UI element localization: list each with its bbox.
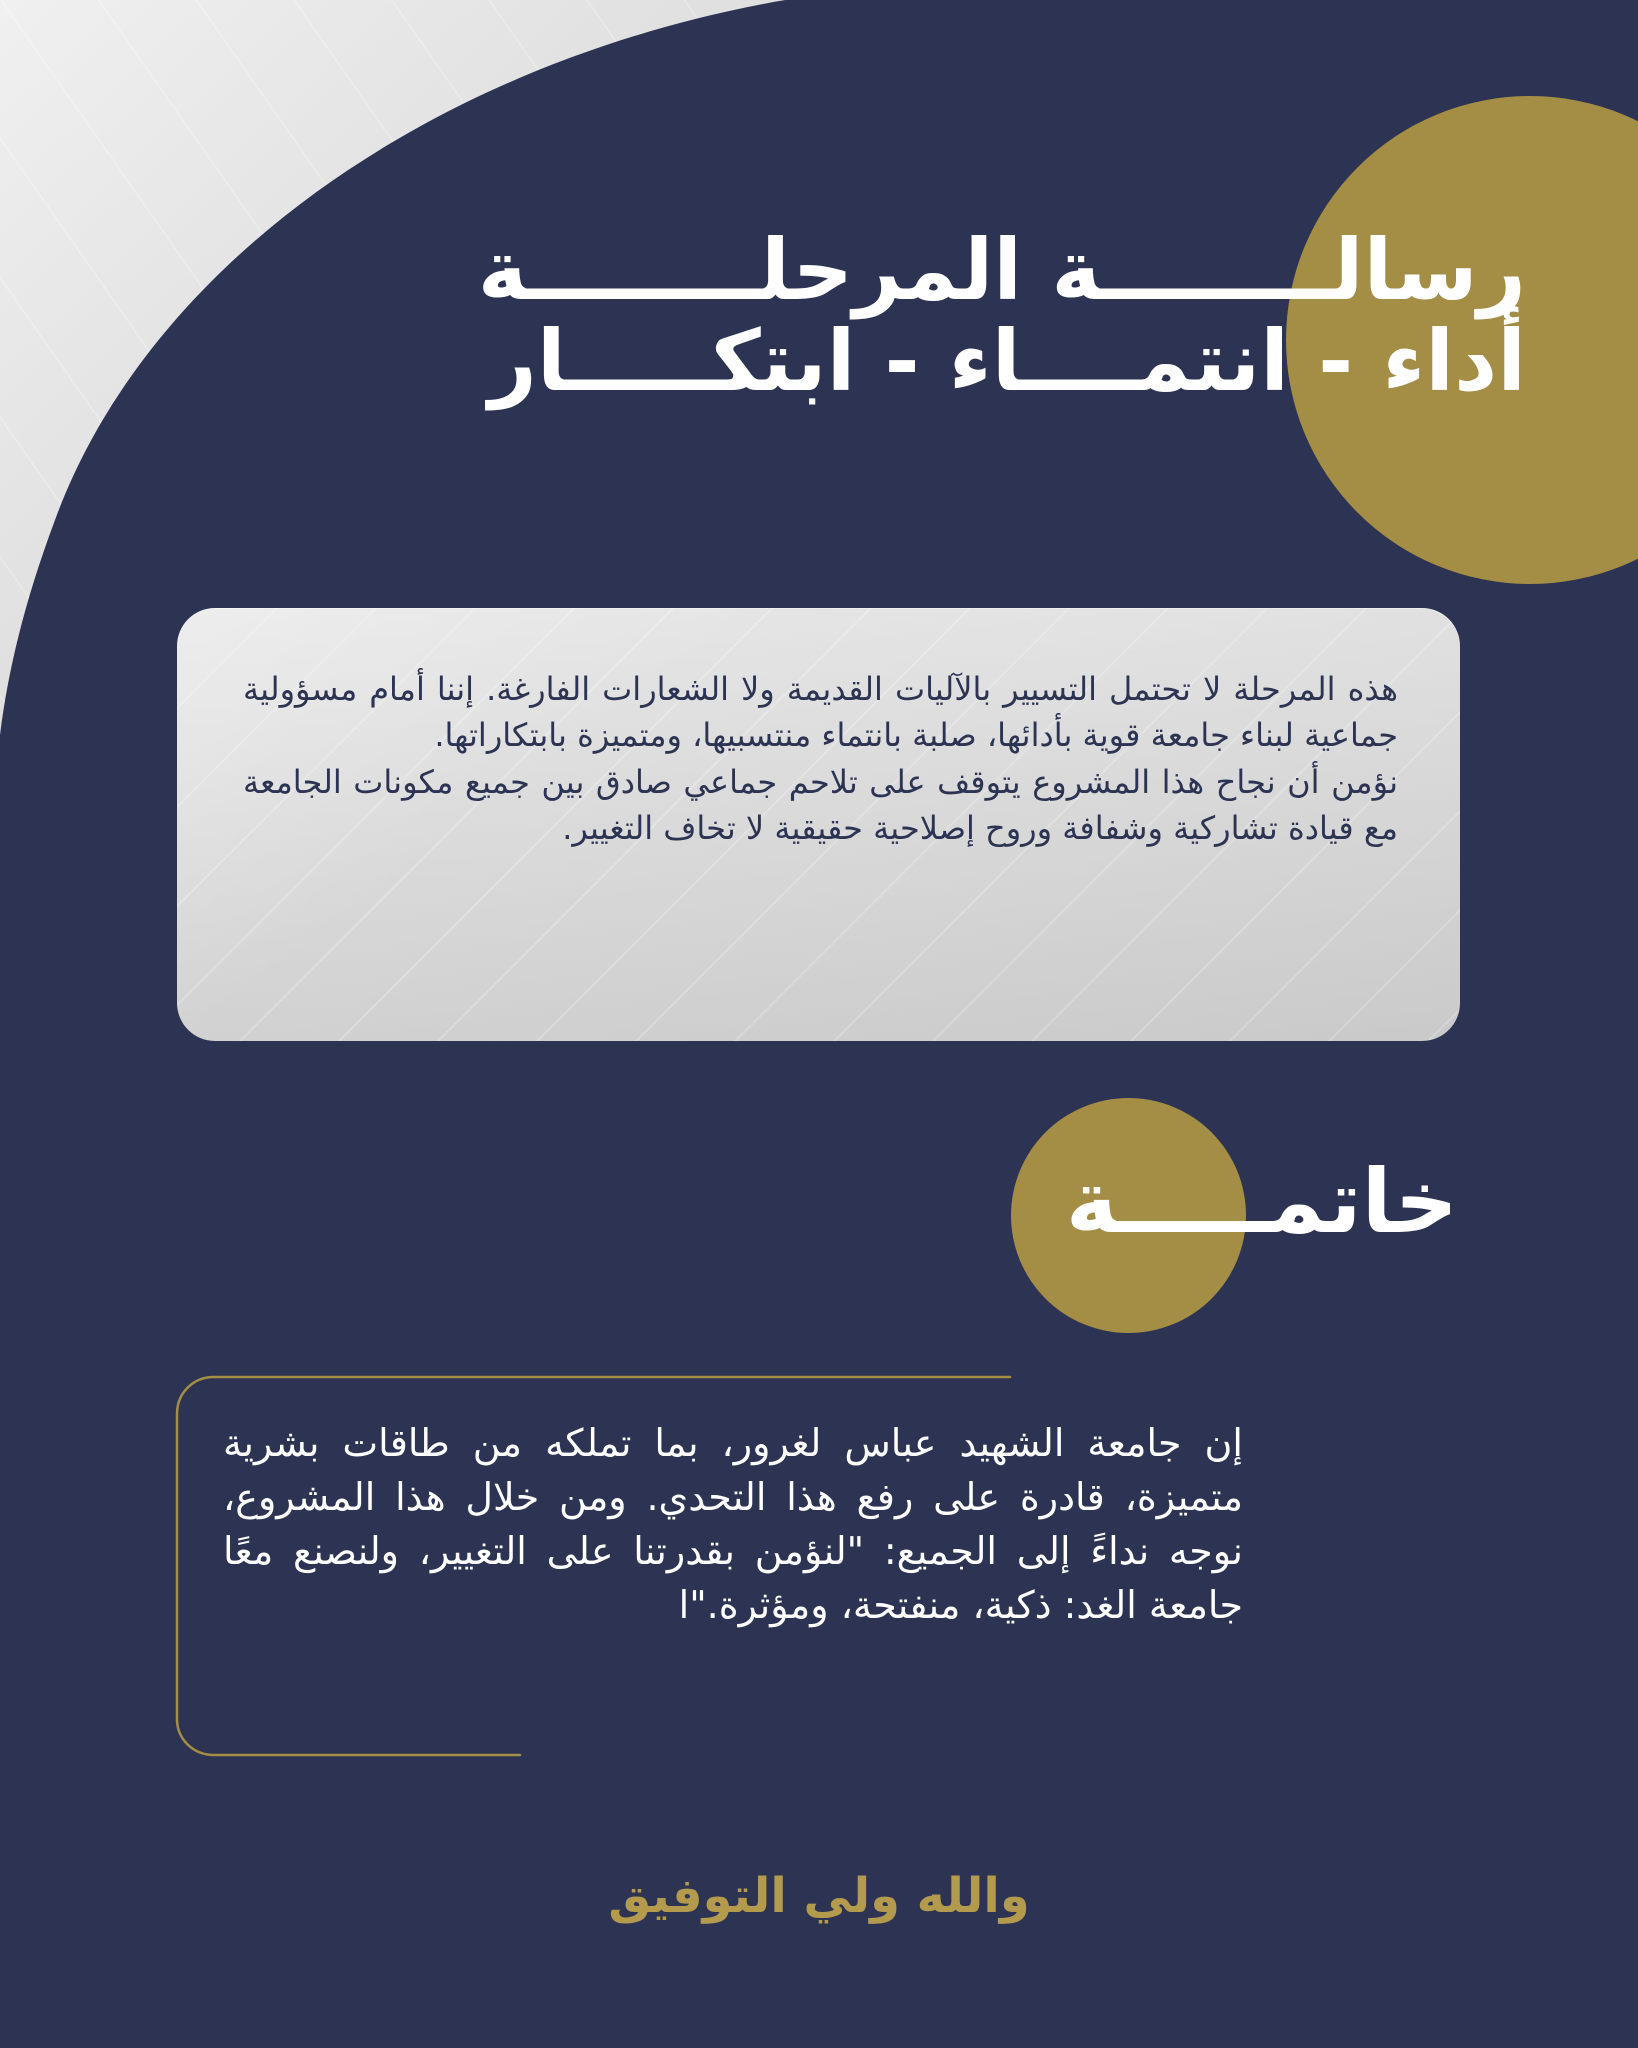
intro-paragraph-2: نؤمن أن نجاح هذا المشروع يتوقف على تلاحم جماعي صادق بين جميع مكونات الجامعة مع قيادة تشاركية وشفافة وروح إصلاحية حقيقية لا تخاف التغيير. — [243, 762, 1398, 848]
intro-card — [177, 608, 1460, 1041]
intro-paragraph-1: هذه المرحلة لا تحتمل التسيير بالآليات القديمة ولا الشعارات الفارغة. إننا أمام مسؤولية جماعية لبناء جامعة قوية بأدائها، صلبة بانتماء منتسبيها، ومتميزة بابتكاراتها. — [243, 670, 1398, 755]
closing-line: والله ولي التوفيق — [608, 1868, 1030, 1924]
header-title-block — [476, 221, 1526, 410]
intro-text — [243, 666, 1398, 852]
page-subtitle: أداء - انتمــــاء - ابتكـــــار — [488, 311, 1526, 410]
conclusion-card — [177, 1375, 1243, 1755]
conclusion-title: خاتمـــــة — [1065, 1150, 1458, 1253]
conclusion-text: إن جامعة الشهيد عباس لغرور، بما تملكه من طاقات بشرية متميزة، قادرة على رفع هذا التحدي. ومن خلال هذا المشروع، نوجه نداءً إلى الجميع: "لنؤمن بقدرتنا على التغيير، ولنصنع معًا جامعة الغد: ذكية، منفتحة، ومؤثرة."ا — [223, 1421, 1243, 1627]
page-title: رسالــــــــة المرحلــــــــة — [477, 221, 1526, 319]
